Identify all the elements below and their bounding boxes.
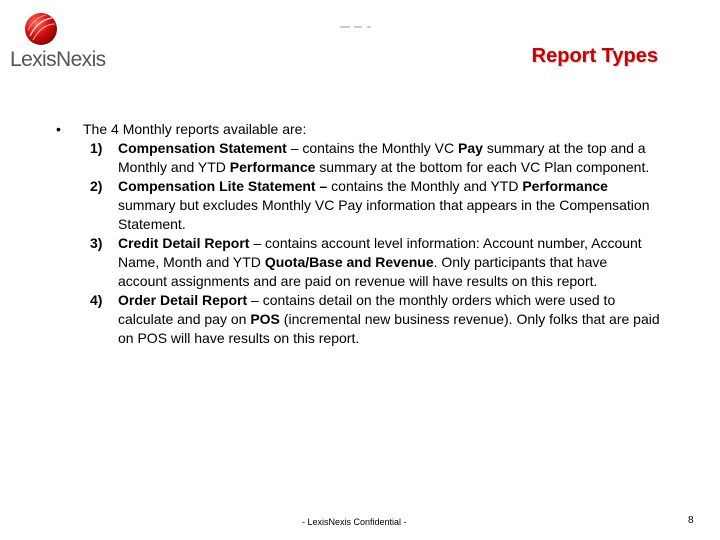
report-item-bold-text: Performance <box>522 178 608 194</box>
report-item <box>90 139 660 177</box>
report-item-text: – contains detail on the monthly orders which were used to calculate and pay on <box>118 292 616 327</box>
report-item-text: summary at the top and a Monthly and YTD <box>118 140 646 175</box>
report-item-number: 4) <box>90 292 103 308</box>
intro-text: The 4 Monthly reports available are: <box>83 121 307 137</box>
report-item-bold-text: Performance <box>229 159 316 175</box>
report-item-bold-text: Order Detail Report <box>118 292 248 308</box>
report-item-text: – contains account level information: Account number, Account Name, Month and YTD <box>118 235 642 270</box>
report-item-number: 3) <box>90 235 103 251</box>
page-number: 8 <box>688 515 694 526</box>
report-item <box>90 234 660 291</box>
report-item-number: 2) <box>90 178 103 194</box>
report-list <box>90 139 660 348</box>
report-item-bold-text: Quota/Base and Revenue <box>264 254 434 270</box>
report-item <box>90 291 660 348</box>
report-item-text: . Only participants that have account assignments and are paid on revenue will have results on this report. <box>118 254 608 289</box>
logo-wordmark: LexisNexis <box>10 48 106 71</box>
page-title: Report Types <box>531 45 658 67</box>
report-item-text: summary at the bottom for each VC Plan component. <box>315 159 650 175</box>
report-item-number: 1) <box>90 140 103 156</box>
report-item-bold-text: Compensation Statement <box>118 140 287 156</box>
footer-confidential: - LexisNexis Confidential - <box>302 517 407 527</box>
report-item <box>90 177 660 234</box>
report-item-text: – contains the Monthly VC <box>286 140 459 156</box>
report-item-text: contains the Monthly and YTD <box>327 178 523 194</box>
report-item-bold-text: POS <box>250 311 280 327</box>
report-item-bold-text: Credit Detail Report <box>118 235 250 251</box>
report-item-text: (incremental new business revenue). Only folks that are paid on POS will have results on this report. <box>118 311 660 346</box>
decorative-dashes <box>340 26 380 28</box>
bullet-marker: • <box>56 121 61 137</box>
lexisnexis-logo <box>10 10 130 72</box>
report-item-text: summary but excludes Monthly VC Pay information that appears in the Compensation Statement. <box>118 197 650 232</box>
logo-globe-icon <box>24 12 58 46</box>
report-item-bold-text: Pay <box>458 140 483 156</box>
report-item-bold-text: Compensation Lite Statement – <box>118 178 328 194</box>
